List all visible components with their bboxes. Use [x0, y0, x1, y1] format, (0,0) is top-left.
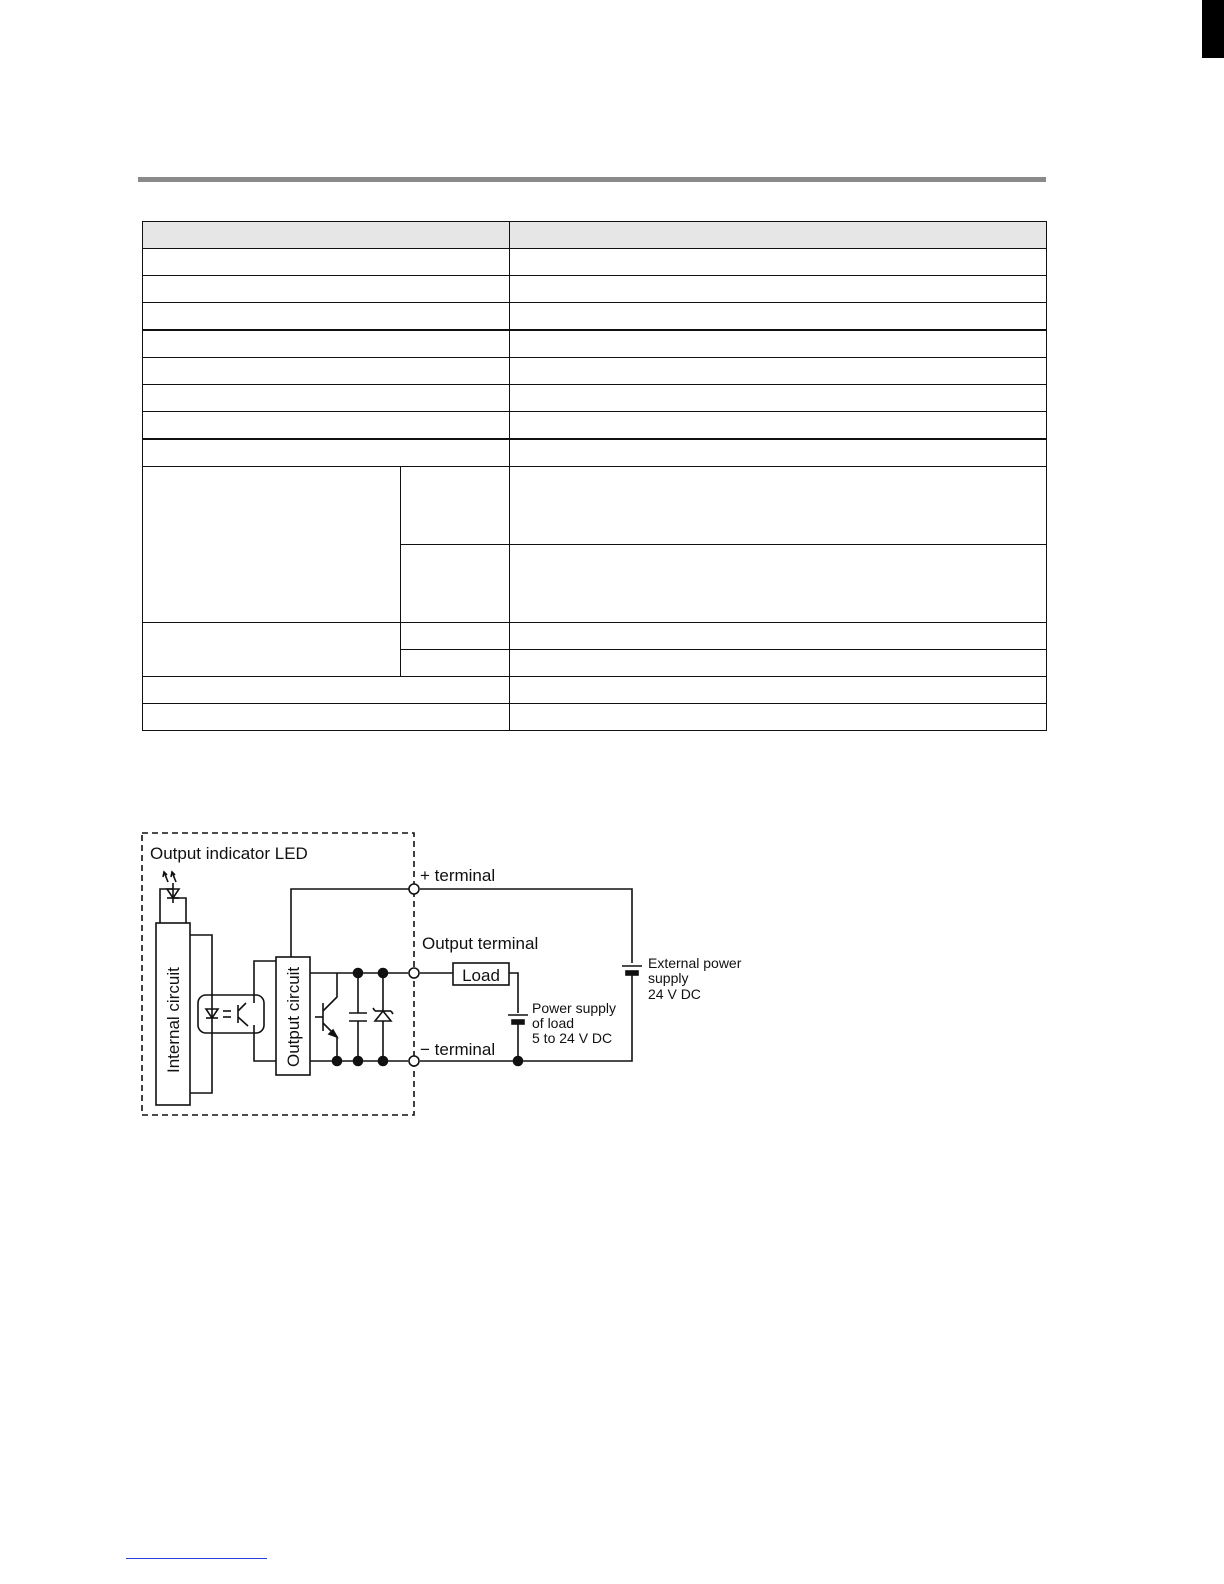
- wire: [509, 973, 518, 1013]
- table-row: [143, 623, 1047, 650]
- load-power-supply-line2: of load: [532, 1015, 575, 1031]
- table-cell: [510, 303, 1047, 331]
- output-indicator-led-label: Output indicator LED: [150, 844, 308, 863]
- table-cell: [143, 677, 510, 704]
- table-cell: [143, 303, 510, 331]
- table-cell: [143, 330, 510, 358]
- load-label: Load: [462, 966, 500, 985]
- table-cell: [510, 677, 1047, 704]
- table-cell: [510, 330, 1047, 358]
- wire: [254, 961, 276, 1003]
- table-cell-sub: [401, 623, 510, 650]
- table-cell-group: [143, 467, 401, 623]
- table-cell: [510, 467, 1047, 545]
- led-icon: [160, 872, 186, 923]
- table-row: [143, 412, 1047, 440]
- table-cell: [510, 249, 1047, 276]
- table-row: [143, 439, 1047, 467]
- external-power-supply-line1: External power: [648, 955, 742, 971]
- external-power-supply-battery-icon: [622, 966, 642, 975]
- minus-terminal-label: − terminal: [420, 1040, 496, 1059]
- table-cell-sub: [401, 467, 510, 545]
- table-row: [143, 276, 1047, 303]
- table-cell: [510, 276, 1047, 303]
- table-cell: [143, 358, 510, 385]
- table-cell-group: [143, 623, 401, 677]
- table-cell: [510, 412, 1047, 440]
- junction-dot: [354, 1057, 363, 1066]
- footer-link-underline: [126, 1558, 267, 1559]
- table-row: [143, 385, 1047, 412]
- load-power-supply-line1: Power supply: [532, 1000, 617, 1016]
- table-cell: [510, 623, 1047, 650]
- external-power-supply-line3: 24 V DC: [648, 986, 701, 1002]
- internal-circuit-label: Internal circuit: [164, 967, 183, 1073]
- table-header-row: [143, 222, 1047, 249]
- table-cell: [143, 412, 510, 440]
- output-transistor-icon: [315, 973, 337, 1061]
- table-cell: [143, 222, 510, 249]
- output-terminal-label: Output terminal: [422, 934, 539, 953]
- table-row: [143, 467, 1047, 545]
- output-circuit-diagram: [130, 825, 770, 1125]
- load-power-supply-line3: 5 to 24 V DC: [532, 1030, 613, 1046]
- capacitor-icon: [349, 973, 367, 1061]
- minus-terminal-node: [409, 1056, 419, 1066]
- table-cell: [510, 650, 1047, 677]
- output-terminal-node: [409, 968, 419, 978]
- junction-dot: [379, 969, 388, 978]
- table-cell-sub: [401, 545, 510, 623]
- junction-dot: [333, 1057, 342, 1066]
- plus-wire: [291, 889, 414, 957]
- table-row: [143, 303, 1047, 331]
- table-cell: [143, 385, 510, 412]
- output-circuit-label: Output circuit: [284, 966, 303, 1067]
- external-power-supply-line2: supply: [648, 970, 689, 986]
- table-row: [143, 330, 1047, 358]
- table-cell: [510, 704, 1047, 731]
- table-cell: [143, 704, 510, 731]
- wire: [254, 1025, 276, 1061]
- table-cell: [510, 222, 1047, 249]
- spec-table: [142, 221, 1047, 731]
- table-cell: [143, 276, 510, 303]
- section-rule: [138, 177, 1046, 182]
- table-cell: [510, 545, 1047, 623]
- table-cell: [510, 358, 1047, 385]
- table-row: [143, 677, 1047, 704]
- junction-dot: [379, 1057, 388, 1066]
- load-power-supply-battery-icon: [508, 1015, 528, 1024]
- table-cell: [510, 385, 1047, 412]
- table-cell: [510, 439, 1047, 467]
- page-tab-marker: [1202, 0, 1224, 58]
- zener-diode-icon: [373, 973, 393, 1061]
- plus-terminal-node: [409, 884, 419, 894]
- junction-dot: [354, 969, 363, 978]
- table-cell: [143, 249, 510, 276]
- table-row: [143, 249, 1047, 276]
- table-row: [143, 704, 1047, 731]
- table-row: [143, 358, 1047, 385]
- table-cell-sub: [401, 650, 510, 677]
- plus-terminal-label: + terminal: [420, 866, 496, 885]
- table-cell: [143, 439, 510, 467]
